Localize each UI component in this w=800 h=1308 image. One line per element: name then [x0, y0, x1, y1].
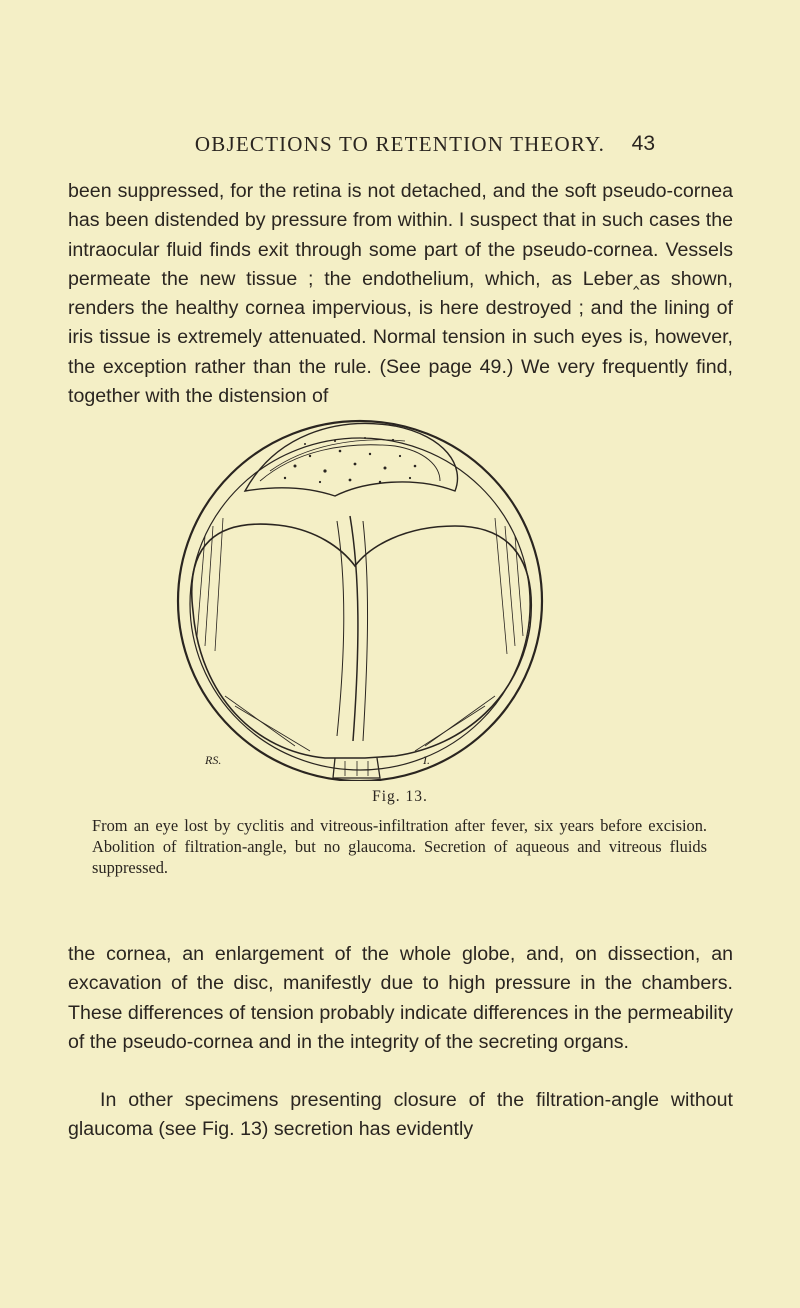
page-header	[0, 132, 800, 168]
svg-text:I.: I.	[423, 753, 430, 767]
eye-cross-section-illustration	[165, 396, 555, 781]
page-number: 43	[631, 132, 655, 155]
running-title: OBJECTIONS TO RETENTION THEORY.	[194, 132, 606, 156]
paragraph-2: the cornea, an enlargement of the whole globe, and, on dissection, an excavation of the disc, manifestly due to high pressure in the chambers. These differences of tension probably indicate differences in the permeability of the pseudo-cornea and in the integrity of the secreting organs.	[68, 943, 733, 1053]
svg-text:RS.: RS.	[205, 753, 222, 767]
figure-caption: From an eye lost by cyclitis and vitreous-infiltration after fever, six years before excision. Abolition of filtration-angle, but no glaucoma. Secretion of aqueous and vitreous fluids suppressed.	[92, 816, 707, 877]
figure-label: Fig. 13.	[372, 788, 428, 805]
paragraph-3: In other specimens presenting closure of the filtration-angle without glaucoma (see Fig. 13) secretion has evidently	[68, 1089, 733, 1141]
paragraph-1: been suppressed, for the retina is not detached, and the soft pseudo-cornea has been distended by pressure from within. I suspect that in such cases the intraocular fluid finds exit through some part of the pseudo-cornea. Vessels permeate the new tissue ; the endothelium, which, as Leber‸as shown, renders the healthy cornea impervious, is here destroyed ; and the lining of iris tissue is extremely attenuated. Normal tension in such eyes is, however, the exception rather than the rule. (See page 49.) We very frequently find, together with the distension of	[68, 180, 733, 408]
